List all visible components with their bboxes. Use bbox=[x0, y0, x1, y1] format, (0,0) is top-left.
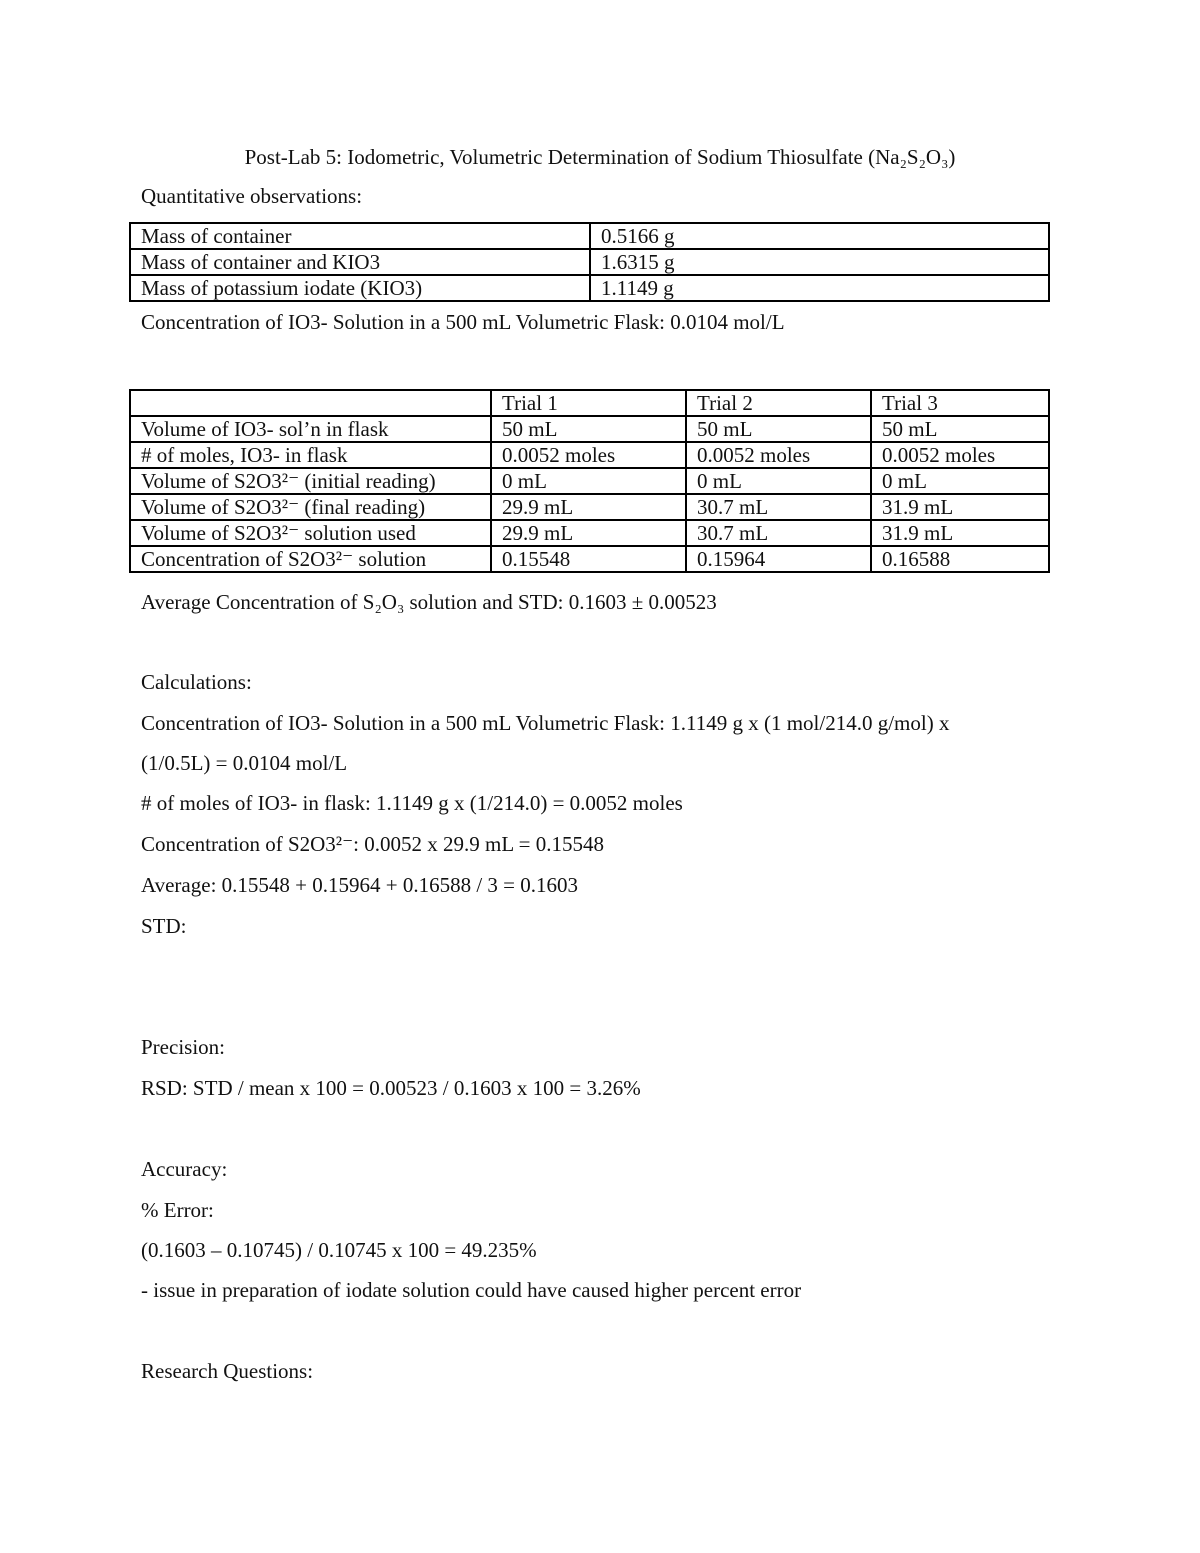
mass-table bbox=[129, 222, 1050, 302]
mass-value: 0.5166 g bbox=[590, 223, 1049, 249]
table-header-row bbox=[130, 390, 1049, 416]
mass-label: Mass of container bbox=[130, 223, 590, 249]
table-cell: 0.15548 bbox=[491, 546, 686, 572]
accuracy-heading: Accuracy: bbox=[141, 1157, 228, 1181]
calc-line: (1/0.5L) = 0.0104 mol/L bbox=[141, 751, 348, 775]
table-cell: 0 mL bbox=[871, 468, 1049, 494]
table-cell: 30.7 mL bbox=[686, 520, 871, 546]
mass-value: 1.1149 g bbox=[590, 275, 1049, 301]
page-title: Post-Lab 5: Iodometric, Volumetric Determination of Sodium Thiosulfate (Na₂S₂O₃) bbox=[244, 145, 956, 169]
mass-label: Mass of potassium iodate (KIO3) bbox=[130, 275, 590, 301]
average-line: Average Concentration of S₂O₃ solution and STD: 0.1603 ± 0.00523 bbox=[141, 590, 717, 614]
header-cell bbox=[130, 390, 491, 416]
table-cell: 29.9 mL bbox=[491, 494, 686, 520]
table-row bbox=[130, 275, 1049, 301]
research-heading: Research Questions: bbox=[141, 1359, 314, 1383]
table-cell: 50 mL bbox=[686, 416, 871, 442]
table-row bbox=[130, 494, 1049, 520]
row-label: Volume of S2O3²⁻ (final reading) bbox=[130, 494, 491, 520]
table-cell: 29.9 mL bbox=[491, 520, 686, 546]
table-cell: 0.0052 moles bbox=[686, 442, 871, 468]
error-calc: (0.1603 – 0.10745) / 0.10745 x 100 = 49.235% bbox=[141, 1238, 537, 1262]
table-cell: 0.15964 bbox=[686, 546, 871, 572]
table-cell: 0.0052 moles bbox=[871, 442, 1049, 468]
table-row bbox=[130, 520, 1049, 546]
concentration-line: Concentration of IO3- Solution in a 500 mL Volumetric Flask: 0.0104 mol/L bbox=[141, 310, 785, 334]
header-cell: Trial 1 bbox=[491, 390, 686, 416]
table-cell: 0.16588 bbox=[871, 546, 1049, 572]
table-row bbox=[130, 442, 1049, 468]
table-cell: 31.9 mL bbox=[871, 494, 1049, 520]
table-row bbox=[130, 223, 1049, 249]
row-label: # of moles, IO3- in flask bbox=[130, 442, 491, 468]
calc-line: # of moles of IO3- in flask: 1.1149 g x (1/214.0) = 0.0052 moles bbox=[141, 791, 683, 815]
table-cell: 30.7 mL bbox=[686, 494, 871, 520]
table-cell: 50 mL bbox=[491, 416, 686, 442]
rsd-line: RSD: STD / mean x 100 = 0.00523 / 0.1603 x 100 = 3.26% bbox=[141, 1076, 641, 1100]
std-label: STD: bbox=[141, 914, 187, 938]
table-cell: 0.0052 moles bbox=[491, 442, 686, 468]
table-row bbox=[130, 249, 1049, 275]
row-label: Volume of IO3- sol’n in flask bbox=[130, 416, 491, 442]
table-row bbox=[130, 546, 1049, 572]
header-cell: Trial 2 bbox=[686, 390, 871, 416]
calc-line: Average: 0.15548 + 0.15964 + 0.16588 / 3 = 0.1603 bbox=[141, 873, 579, 897]
header-cell: Trial 3 bbox=[871, 390, 1049, 416]
row-label: Concentration of S2O3²⁻ solution bbox=[130, 546, 491, 572]
table-row bbox=[130, 416, 1049, 442]
precision-heading: Precision: bbox=[141, 1035, 225, 1059]
calc-line: Concentration of S2O3²⁻: 0.0052 x 29.9 mL = 0.15548 bbox=[141, 832, 604, 856]
table-row bbox=[130, 468, 1049, 494]
table-cell: 31.9 mL bbox=[871, 520, 1049, 546]
mass-label: Mass of container and KIO3 bbox=[130, 249, 590, 275]
row-label: Volume of S2O3²⁻ solution used bbox=[130, 520, 491, 546]
table-cell: 0 mL bbox=[686, 468, 871, 494]
table-cell: 50 mL bbox=[871, 416, 1049, 442]
quantitative-heading: Quantitative observations: bbox=[141, 184, 363, 208]
row-label: Volume of S2O3²⁻ (initial reading) bbox=[130, 468, 491, 494]
calc-line: Concentration of IO3- Solution in a 500 mL Volumetric Flask: 1.1149 g x (1 mol/214.0 g/mol) x bbox=[141, 711, 950, 735]
mass-value: 1.6315 g bbox=[590, 249, 1049, 275]
trial-table bbox=[129, 389, 1050, 573]
error-label: % Error: bbox=[141, 1198, 214, 1222]
error-note: - issue in preparation of iodate solution could have caused higher percent error bbox=[141, 1278, 802, 1302]
table-cell: 0 mL bbox=[491, 468, 686, 494]
calculations-heading: Calculations: bbox=[141, 670, 252, 694]
